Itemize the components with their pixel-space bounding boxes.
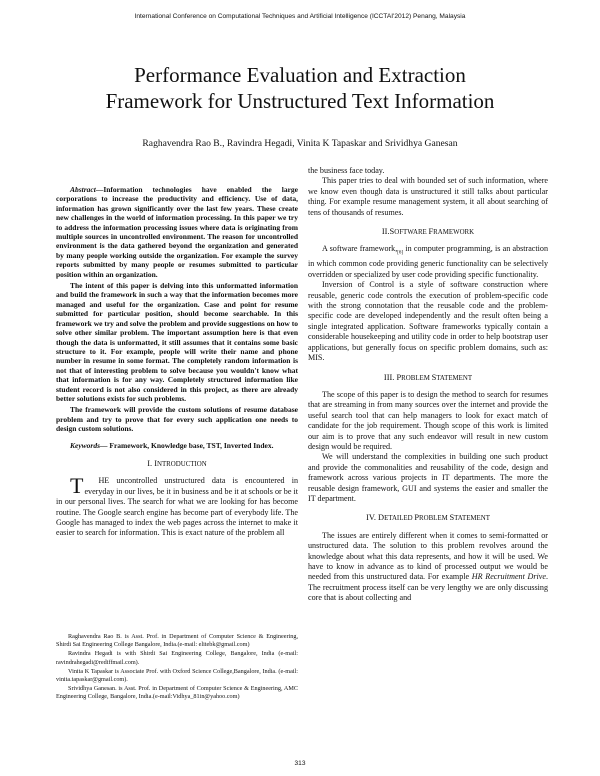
reference-marker: [6]: [397, 251, 404, 257]
abstract-paragraph-2: The intent of this paper is delving into this unformatted information and build the framework in such a way that the information becomes more managed and useful for the organization. Case and point for resume submitted for particular position, should become searchable. In this framework we try and solve the problem and provide suggestions on how to solve other similar problem. The important assumption here is that even though the data is unformatted, it still assumes that it contains some basic structure to it. For example, people will write their name and phone number in resume in some format. The completely random information is not that of interesting problem to solve because you wouldn't know what that information is for any way. Completely structured information like student record is not also considered in this project, as there are already better solutions exists for such problems.: [56, 281, 298, 403]
author-list: Raghavendra Rao B., Ravindra Hegadi, Vinita K Tapaskar and Srividhya Ganesan: [142, 138, 458, 149]
footnote-1: Raghavendra Rao B. is Asst. Prof. in Department of Computer Science & Engineering, Shirdi Sai Engineering College Bangalore, India.(e-mail: elitebk@gmail.com): [56, 633, 298, 649]
intro-paragraph-1: T HE uncontrolled unstructured data is encountered in everyday in our lives, be it in business and be it at schools or be it in our personal lives. The search for what we are looking for has become routine. The Google search engine has become part of everybody life. The Google has managed to index the web pages across the internet to make it easier to search for information. This is exact nature of the problem all: [56, 473, 298, 538]
section-heading-software-framework: II.SOFTWARE FRAMEWORK: [381, 227, 475, 237]
keywords: [56, 441, 298, 450]
intro-continuation: the business face today.: [308, 166, 385, 175]
author-footnotes: [56, 633, 298, 703]
abstract-paragraph-3: The framework will provide the custom solutions of resume database problem and try to prove that for every such application one needs to design custom solutions.: [56, 405, 298, 434]
page-number: 313: [294, 760, 306, 767]
abstract-paragraph-1: [56, 185, 298, 279]
right-column: [308, 166, 548, 604]
framework-paragraph-2: Inversion of Control is a style of software construction where reusable, generic code controls the execution of problem-specific code with the strong connotation that the reusable code and the problem-specific code are developed independently and the result often being a single integrated application. Software frameworks typically contain a considerable housekeeping and utility code in order to help bootstrap user applications, but generally focus on specific problem domains, such as: MIS.: [308, 280, 548, 363]
title-line-2: Framework for Unstructured Text Information: [105, 89, 495, 113]
abstract-label: Abstract—: [70, 185, 104, 194]
left-column: [56, 185, 298, 539]
section-heading-introduction: I. INTRODUCTION: [147, 458, 207, 468]
footnote-3: Vinita K Tapaskar is Associate Prof. with Oxford Science College,Bangalore, India. (e-mail: vinita.tapaskar@gmail.com).: [56, 667, 298, 684]
footnote-4: Srividhya Ganesan. is Asst. Prof. in Department of Computer Science & Engineering, AMC Engineering College, Bangalore, India.(e-mail:Vidhya_81in@yahoo.com): [56, 685, 298, 701]
keywords-label: Keywords—: [70, 440, 108, 450]
keywords-text: Framework, Knowledge base, TST, Inverted Index.: [107, 440, 274, 450]
title-line-1: Performance Evaluation and Extraction: [134, 63, 466, 87]
abstract-text-1: Information technologies have enabled the large corporations to increase the productivity and efficiency. Use of data, information has grown significantly over the last few years. These create new challenges in the world of information processing. In this paper we try to address the information processing issues where data is originating from multiple sources in uncontrolled environment. The reason for uncontrolled environment is the data gathered beyond the organization and generated by many people working outside the organization. For example the survey reports submitted by many people or resumes submitted to particular position within an organization.: [56, 185, 298, 279]
problem-paragraph-2: We will understand the complexities in building one such product and provide the commonalities and reusability of the code, design and framework across various projects in IT departments. The more the reusable design framework, GUI and systems the easier and smaller the IT department.: [308, 452, 548, 503]
framework-paragraph-1: A software $framework,_{[6]}$ in computer programming, is an abstraction in which common code providing generic functionality can be selectively overridden or specialized by user code providing specific functionality.: [308, 244, 548, 279]
problem-paragraph-1: The scope of this paper is to design the method to search for resumes that are streaming in from many sources over the internet and provide the useful search tool that can help managers to look for exact match of candidate for the job requirement. Though scope of this work is limited our aim is to prove that any such endeavor will result in new custom design would be required.: [308, 389, 548, 451]
detailed-problem-paragraph-1: The issues are entirely different when it comes to semi-formatted or unstructured data. The solution to this problem revolves around the knowledge about what this data represents, and how it will be used. We have to know in advance as to kind of processed output we would be needed from this unstructured data. For example HR Recruitment Drive. The recruitment process itself can be very lengthy we are only discussing core that is about collecting and: [308, 530, 548, 603]
emphasis-hr-recruitment: HR Recruitment Drive: [471, 572, 546, 582]
section-heading-problem-statement: III. PROBLEM STATEMENT: [383, 372, 473, 382]
drop-cap: T: [70, 473, 84, 499]
footnote-2: Ravindra Hegadi is with Shirdi Sai Engineering College, Bangalore, India (e-mail: ravindrahegadi@rediffmail.com).: [56, 650, 298, 666]
section-heading-detailed-problem-statement: IV. DETAILED PROBLEM STATEMENT: [366, 513, 490, 523]
conference-header: International Conference on Computational Techniques and Artificial Intelligence (ICCTAI'2012) Penang, Malaysia: [134, 13, 466, 20]
intro-paragraph-2: This paper tries to deal with bounded set of such information, where we know even though data is unstructured it still talks about particular thing. For example resume management system, it all about searching of tens of thousands of resumes.: [308, 176, 548, 217]
paper-title: [40, 62, 560, 114]
